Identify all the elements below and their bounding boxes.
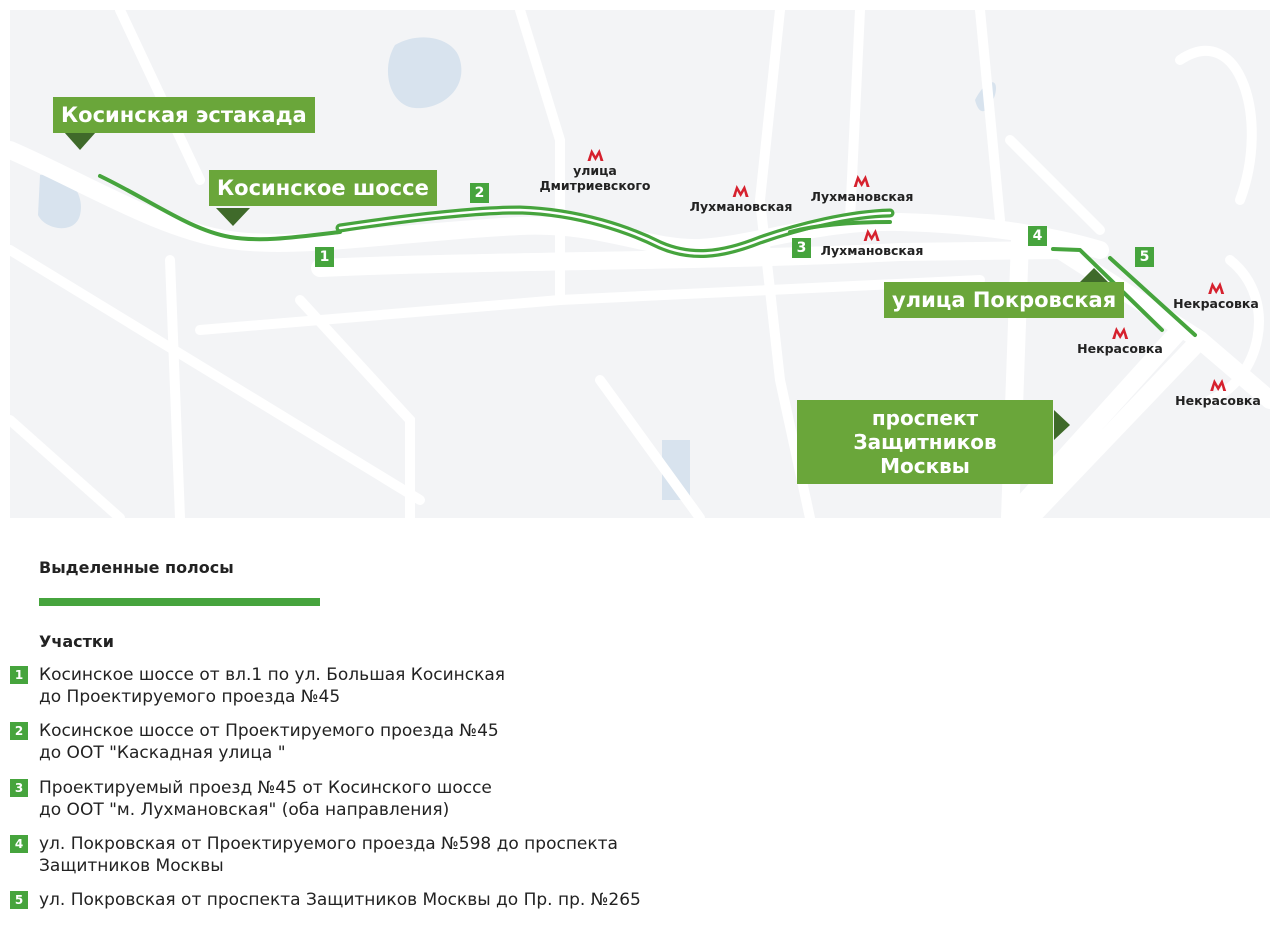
metro-icon xyxy=(732,184,750,198)
section-text: ул. Покровская от проспекта Защитников Москвы до Пр. пр. №265 xyxy=(39,890,641,910)
metro-icon xyxy=(1111,326,1129,340)
station-label: Некрасовка xyxy=(1173,296,1259,311)
station-label: Некрасовка xyxy=(1175,393,1261,408)
callout-prospekt-line2: Москвы xyxy=(880,454,970,478)
station-label: Лухмановская xyxy=(689,199,793,214)
metro-icon xyxy=(1207,281,1225,295)
section-text: Косинское шоссе от вл.1 по ул. Большая Косинская до Проектируемого проезда №45 xyxy=(39,665,506,707)
station-label: Некрасовка xyxy=(1077,341,1163,356)
station-nekrasovka-3 xyxy=(1175,378,1261,408)
legend-title: Выделенные полосы xyxy=(39,558,234,577)
metro-icon xyxy=(1209,378,1227,392)
segment-badge-3: 3 xyxy=(792,238,811,258)
callout-ulitsa-pokrovskaya: улица Покровская xyxy=(884,282,1124,318)
callout-prospekt-zashchitnikov xyxy=(797,400,1053,484)
metro-icon xyxy=(853,174,871,188)
station-label: Лухмановская xyxy=(820,243,924,258)
segment-badge-1: 1 xyxy=(315,247,334,267)
section-badge: 5 xyxy=(10,891,28,909)
station-label-line1: улица xyxy=(573,163,617,178)
station-nekrasovka-1 xyxy=(1173,281,1259,311)
legend-line-swatch xyxy=(39,598,320,606)
sections-title: Участки xyxy=(39,632,114,651)
station-dmitrievskogo xyxy=(539,148,650,193)
segment-badge-2: 2 xyxy=(470,183,489,203)
station-lukhmanovskaya-2 xyxy=(811,174,914,204)
station-label: Лухмановская xyxy=(810,189,914,204)
section-text: Проектируемый проезд №45 от Косинского шоссе до ООТ "м. Лухмановская" (оба направления) xyxy=(39,778,492,820)
metro-icon xyxy=(586,148,604,162)
station-lukhmanovskaya-3 xyxy=(821,228,924,258)
callout-kosinskoe-shosse: Косинское шоссе xyxy=(209,170,437,206)
segment-badge-4: 4 xyxy=(1028,226,1047,246)
section-text: ул. Покровская от Проектируемого проезда №598 до проспекта Защитников Москвы xyxy=(39,834,618,876)
segment-badge-5: 5 xyxy=(1135,247,1154,267)
station-label-line2: Дмитриевского xyxy=(539,178,651,193)
section-badge: 4 xyxy=(10,835,28,853)
station-nekrasovka-2 xyxy=(1077,326,1163,356)
section-badge: 1 xyxy=(10,666,28,684)
metro-icon xyxy=(863,228,881,242)
section-badge: 3 xyxy=(10,779,28,797)
callout-prospekt-line1: проспект Защитников xyxy=(853,406,997,454)
station-lukhmanovskaya-1 xyxy=(690,184,793,214)
section-badge: 2 xyxy=(10,722,28,740)
section-text: Косинское шоссе от Проектируемого проезда №45 до ООТ "Каскадная улица " xyxy=(39,721,499,763)
callout-kosinskaya-estakada: Косинская эстакада xyxy=(53,97,315,133)
